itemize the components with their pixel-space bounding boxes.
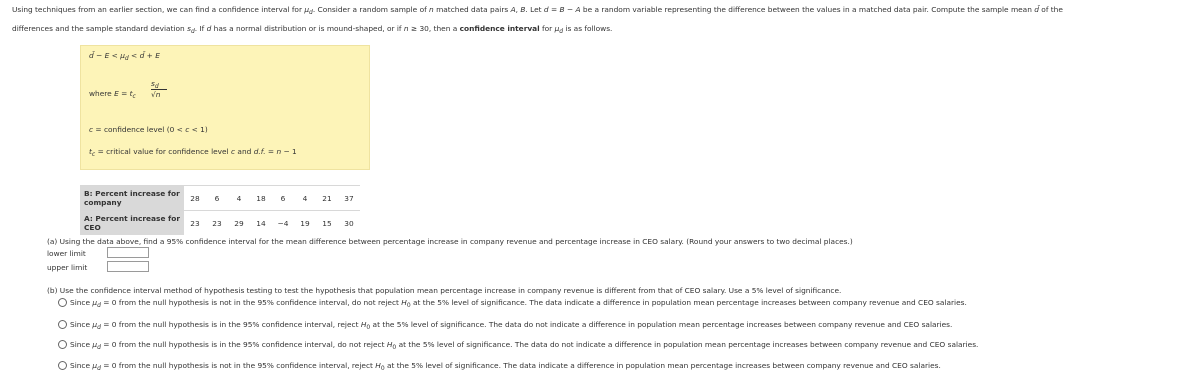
table-cell: −4 xyxy=(272,211,294,236)
critical-value-definition: $t_c$ = critical value for confidence level c and d.f. = n − 1 xyxy=(89,147,297,158)
lower-limit-label: lower limit xyxy=(47,249,86,258)
table-cell: 18 xyxy=(250,186,272,211)
option-2-label[interactable]: Since $\mu_d = 0$ from the null hypothesis is in the 95% confidence interval, reject $H_0$ at the 5% level of significance. The data do not indicate a difference in population mean percentage increases between company revenue and CEO salaries. xyxy=(70,320,953,331)
table-cell: 23 xyxy=(206,211,228,236)
table-cell: 23 xyxy=(184,211,206,236)
upper-limit-label: upper limit xyxy=(47,263,88,272)
lower-limit-input[interactable] xyxy=(107,247,149,258)
table-cell: 4 xyxy=(228,186,250,211)
confidence-level-definition: c = confidence level (0 < c < 1) xyxy=(89,125,208,134)
table-cell: 6 xyxy=(272,186,294,211)
table-row xyxy=(80,211,360,236)
table-cell: 28 xyxy=(184,186,206,211)
option-4-radio[interactable] xyxy=(58,361,67,370)
margin-of-error-formula: where $E = t_c$ xyxy=(89,89,136,100)
part-b-question: (b) Use the confidence interval method of hypothesis testing to test the hypothesis that population mean percentage increase in company revenue is different from that of CEO salary. Use a 5% level of significance. xyxy=(47,286,842,295)
option-3-radio[interactable] xyxy=(58,340,67,349)
table-cell: 29 xyxy=(228,211,250,236)
table-cell: 37 xyxy=(338,186,360,211)
confidence-interval-formula: d̄ − $E < \mu_d$ < d̄ + E xyxy=(89,51,160,62)
formula-box: d̄ − $E < \mu_d$ < d̄ + E where $E = t_c$ $s_d$ √n c = confidence level (0 < c < 1) $t_c$ = critical value for confidence level c and d.f. = n − 1 xyxy=(80,45,370,170)
intro-line-2: differences and the sample standard deviation $s_d$. If d has a normal distribution or is mound-shaped, or if n ≥ 30, then a confidence interval for $\mu_d$ is as follows. xyxy=(12,24,613,35)
table-cell: 14 xyxy=(250,211,272,236)
table-cell: 6 xyxy=(206,186,228,211)
table-cell: 15 xyxy=(316,211,338,236)
intro-line-1: Using techniques from an earlier section, we can find a confidence interval for $\mu_d$. Consider a random sample of n matched data pairs A, B. Let d = B − A be a random variable representing the difference between the values in a matched data pair. Compute the sample mean d̄ of the xyxy=(12,5,1063,16)
upper-limit-input[interactable] xyxy=(107,261,149,272)
table-cell: 21 xyxy=(316,186,338,211)
table-cell: 30 xyxy=(338,211,360,236)
row-header-company: B: Percent increase for company xyxy=(80,186,184,211)
option-1-radio[interactable] xyxy=(58,298,67,307)
option-2-radio[interactable] xyxy=(58,320,67,329)
part-a-question: (a) Using the data above, find a 95% confidence interval for the mean difference between percentage increase in company revenue and percentage increase in CEO salary. (Round your answers to two decimal places.) xyxy=(47,237,853,246)
option-4-label[interactable]: Since $\mu_d = 0$ from the null hypothesis is not in the 95% confidence interval, reject $H_0$ at the 5% level of significance. The data indicate a difference in population mean percentage increases between company revenue and CEO salaries. xyxy=(70,361,941,372)
table-cell: 4 xyxy=(294,186,316,211)
table-cell: 19 xyxy=(294,211,316,236)
row-header-ceo: A: Percent increase for CEO xyxy=(80,211,184,236)
data-table xyxy=(80,185,360,235)
table-row xyxy=(80,186,360,211)
option-1-label[interactable]: Since $\mu_d = 0$ from the null hypothesis is not in the 95% confidence interval, do not reject $H_0$ at the 5% level of significance. The data indicate a difference in population mean percentage increases between company revenue and CEO salaries. xyxy=(70,298,967,309)
option-3-label[interactable]: Since $\mu_d = 0$ from the null hypothesis is in the 95% confidence interval, do not reject $H_0$ at the 5% level of significance. The data do not indicate a difference in population mean percentage increases between company revenue and CEO salaries. xyxy=(70,340,979,351)
